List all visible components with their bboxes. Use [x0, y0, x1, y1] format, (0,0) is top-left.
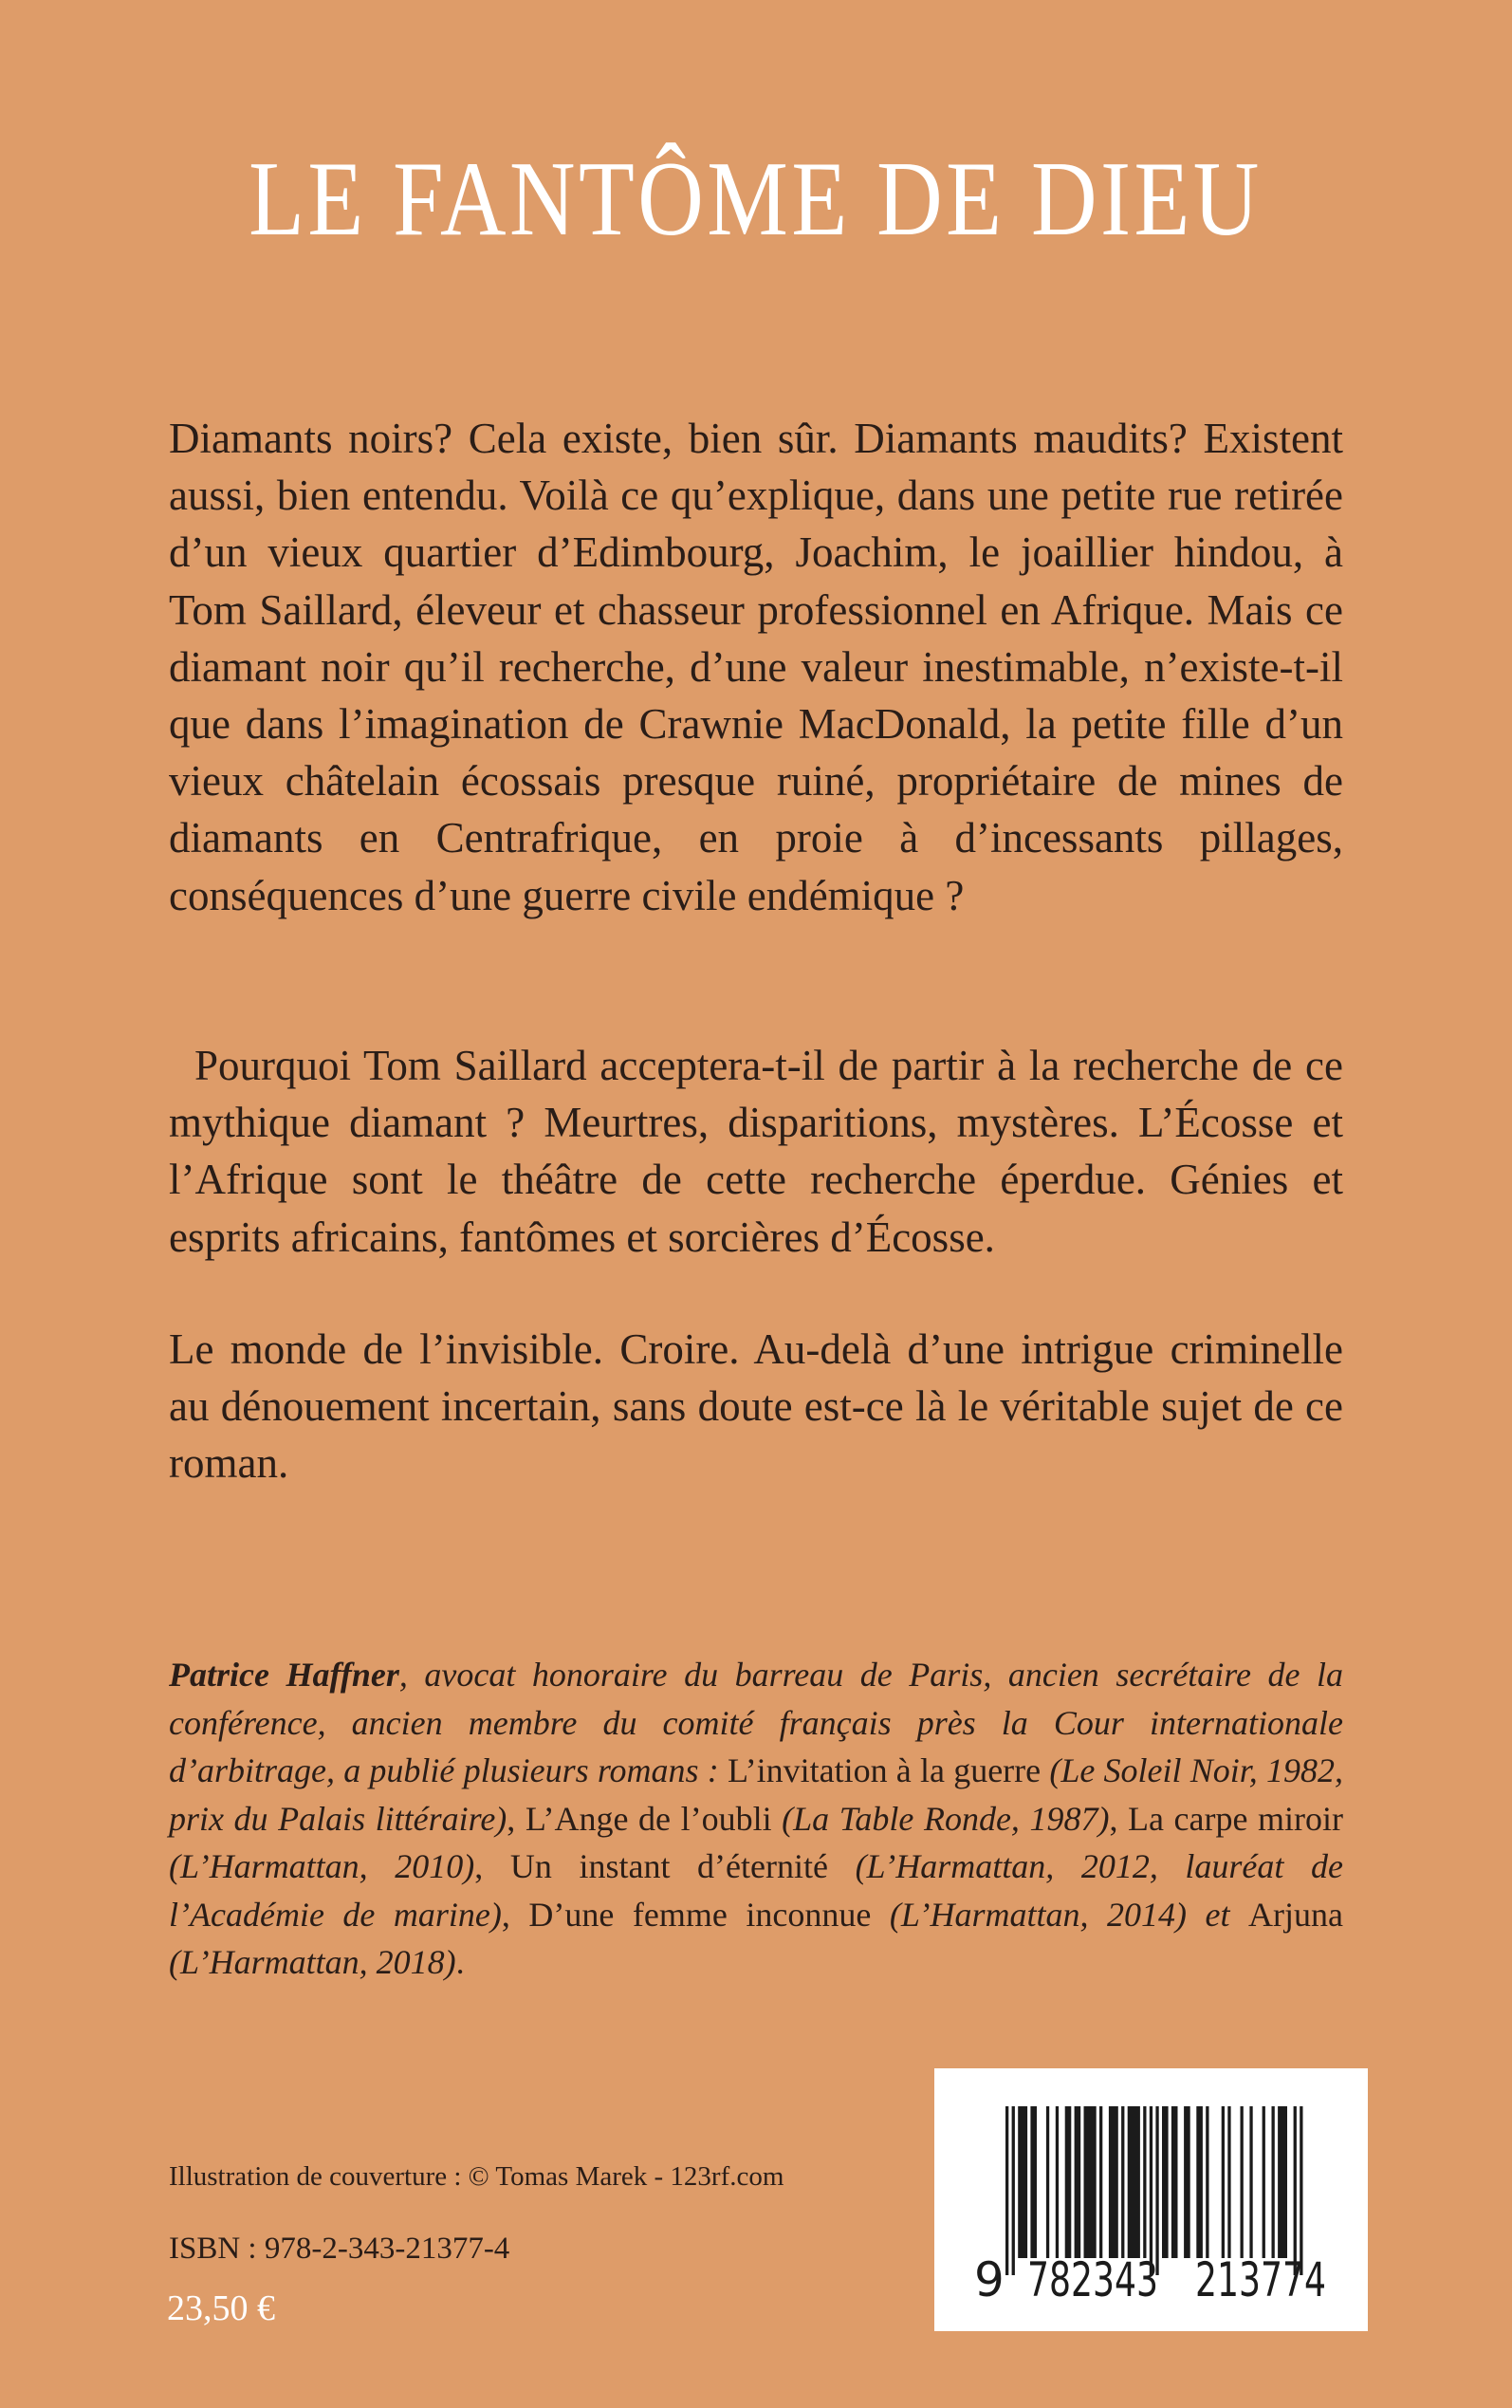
barcode-bar — [1018, 2106, 1027, 2258]
barcode-bar — [1099, 2106, 1102, 2258]
author-name: Patrice Haffner — [169, 1656, 399, 1694]
synopsis-paragraph-2: Pourquoi Tom Saillard acceptera-t-il de partir à la recherche de ce mythique diamant ? Meurtres, disparitions, mystères. L’Écosse et l’Afrique sont le théâtre de cette recherche éperdue. Génies et esprits africains, fantômes et sorcières d’Écosse. — [169, 1042, 1343, 1261]
bio-segment: (Le Soleil Noir, 1982, prix du Palais littéraire) — [169, 1751, 1343, 1838]
barcode-guard-bar — [1155, 2106, 1158, 2275]
barcode-bar — [1109, 2106, 1118, 2258]
barcode-bar — [1184, 2106, 1190, 2258]
bio-segment: , La carpe miroir — [1109, 1799, 1344, 1838]
book-title: LE FANTÔME DE DIEU — [249, 140, 1263, 258]
barcode-bar — [1196, 2106, 1203, 2258]
barcode-bar — [1084, 2106, 1097, 2258]
price: 23,50 € — [167, 2288, 275, 2328]
bio-segment: , Un instant d’éternité — [474, 1847, 856, 1885]
barcode-bar — [1263, 2106, 1265, 2258]
synopsis-paragraph-1: Diamants noirs? Cela existe, bien sûr. Diamants maudits? Existent aussi, bien entendu. Voilà ce qu’explique, dans une petite rue retirée d’un vieux quartier d’Edimbourg, Joachim, le joaillier hindou, à Tom Saillard, éleveur et chasseur professionnel en Afrique. Mais ce diamant noir qu’il recherche, d’une valeur inestimable, n’existe-t-il que dans l’imagination de Crawnie MacDonald, la petite fille d’un vieux châtelain écossais presque ruiné, propriétaire de mines de diamants en Centrafrique, en proie à d’incessants pillages, conséquences d’une guerre civile endémique ? — [169, 415, 1343, 919]
barcode-bar — [1128, 2106, 1140, 2258]
barcode-bar — [1272, 2106, 1275, 2258]
bio-segment: (L’Harmattan, 2010) — [169, 1847, 475, 1885]
bio-segment: Arjuna — [1248, 1895, 1343, 1934]
barcode-bar — [1278, 2106, 1287, 2258]
barcode-bar — [1121, 2106, 1124, 2258]
barcode-bar — [1075, 2106, 1081, 2258]
barcode-bar — [1206, 2106, 1208, 2258]
barcode-bar — [1171, 2106, 1178, 2258]
bio-segment: (L’Harmattan, 2014) et — [889, 1895, 1249, 1934]
barcode-bar — [1143, 2106, 1146, 2258]
barcode-graphic — [934, 2068, 1368, 2331]
barcode-bar — [1056, 2106, 1059, 2258]
bio-segment: . — [455, 1943, 465, 1981]
barcode-guard-bar — [1005, 2106, 1008, 2275]
barcode-bar — [1222, 2106, 1225, 2258]
barcode-guard-bar — [1294, 2106, 1297, 2275]
barcode-bars — [1005, 2106, 1303, 2275]
bio-segment: (L’Harmattan, 2018) — [169, 1943, 456, 1981]
barcode-bar — [1249, 2106, 1252, 2258]
isbn: ISBN : 978-2-343-21377-4 — [169, 2232, 510, 2266]
bio-segment: , D’une femme inconnue — [501, 1895, 890, 1934]
barcode-bar — [1227, 2106, 1230, 2258]
barcode-guard-bar — [1012, 2106, 1015, 2275]
barcode-bar — [1241, 2106, 1244, 2258]
barcode-bar — [1030, 2106, 1037, 2258]
barcode-bar — [1162, 2106, 1169, 2258]
barcode-bar — [1046, 2106, 1049, 2258]
bio-segment: , avocat honoraire du barreau de Paris, ancien secrétaire de la conférence, ancien membre du comité français près la Cour internationale d’arbitrage, a publié plusieurs romans : — [169, 1656, 1343, 1789]
author-bio — [169, 1651, 1343, 1987]
barcode-bar — [1065, 2106, 1072, 2258]
synopsis-paragraph-3: Le monde de l’invisible. Croire. Au-delà d’une intrigue criminelle au dénouement incertain, sans doute est-ce là le véritable sujet de ce roman. — [169, 1325, 1343, 1488]
barcode-digits-right: 213774 — [1195, 2252, 1326, 2307]
illustration-credit: Illustration de couverture : © Tomas Marek - 123rf.com — [169, 2161, 784, 2192]
bio-segment: , L’Ange de l’oubli — [507, 1799, 783, 1838]
barcode — [934, 2068, 1368, 2331]
barcode-guard-bar — [1300, 2106, 1302, 2275]
barcode-digits-left: 782343 — [1027, 2252, 1158, 2307]
bio-segment: (L’Harmattan, 2012, lauréat de l’Académie de marine) — [169, 1847, 1343, 1934]
barcode-digit-first: 9 — [974, 2252, 1005, 2307]
bio-segment: (La Table Ronde, 1987) — [782, 1799, 1110, 1838]
bio-segment: L’invitation à la guerre — [727, 1751, 1050, 1789]
barcode-guard-bar — [1150, 2106, 1152, 2275]
